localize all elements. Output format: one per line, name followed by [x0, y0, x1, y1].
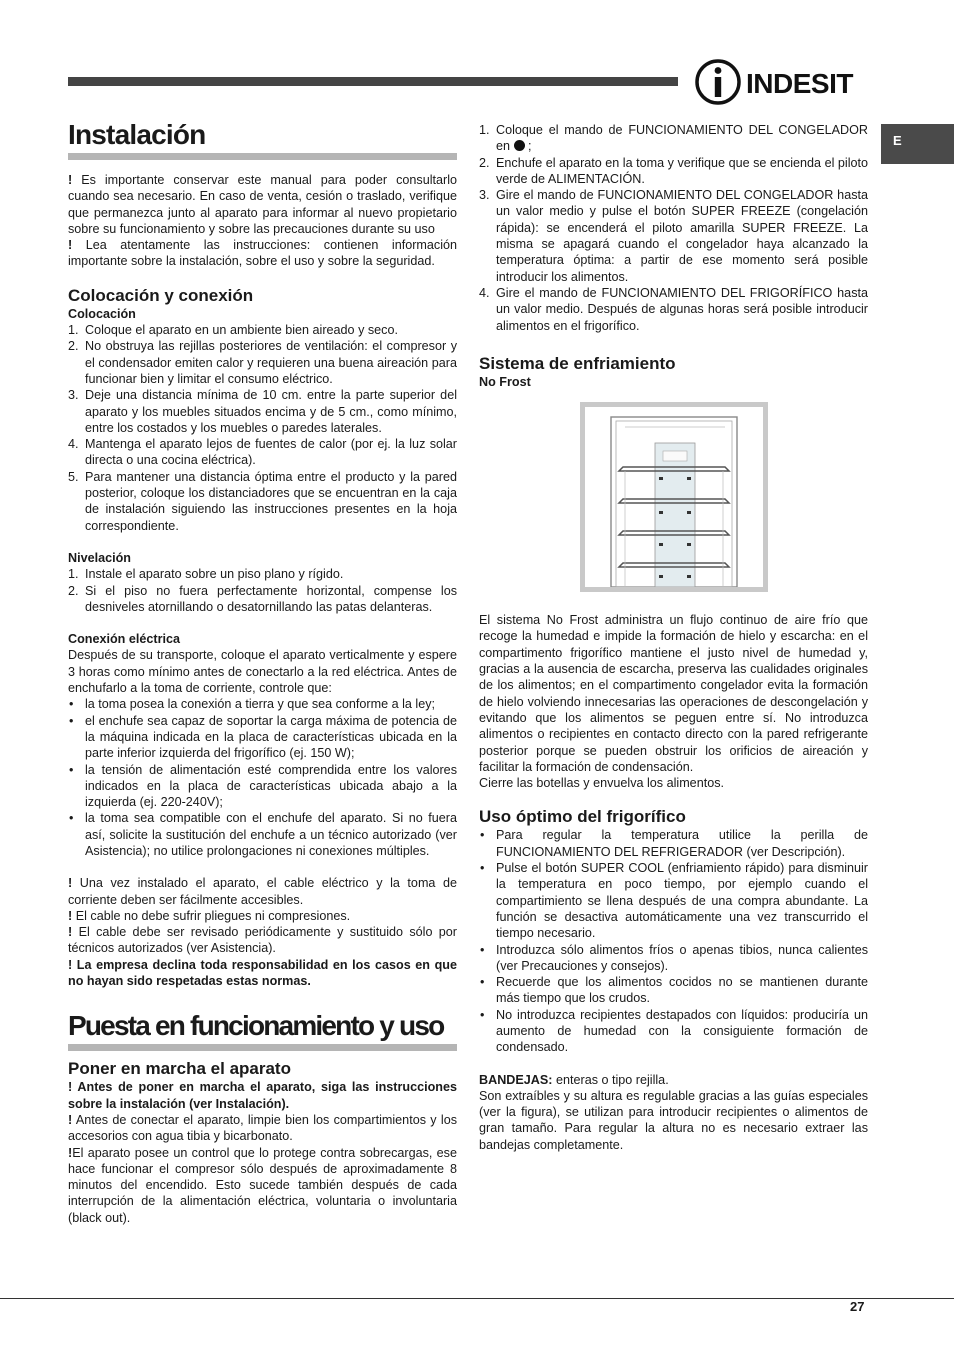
page-number: 27: [850, 1299, 865, 1314]
list-item: • Introduzca sólo alimentos fríos o apenas tibios, nunca calientes (ver Precauciones y consejos).: [479, 942, 868, 975]
bandejas-line: BANDEJAS: enteras o tipo rejilla.: [479, 1072, 669, 1087]
fridge-interior-illustration: [580, 402, 768, 592]
warning-paragraph: ! El cable debe ser revisado periódicamente y sustituido sólo por técnicos autorizados (ver Asistencia).: [68, 925, 458, 956]
nivelacion-list: [68, 566, 457, 615]
list-item: • la toma posea la conexión a tierra y que sea conforme a la ley;: [68, 696, 457, 712]
conexion-bullets: [68, 696, 457, 859]
list-item: • la tensión de alimentación esté comprendida entre los valores indicados en la placa de características ubicada abajo a la izquierda (ej. 220-240V);: [68, 762, 457, 811]
list-item: 2. Si el piso no fuera perfectamente horizontal, compense los desniveles atornillando o desatornillando las patas delanteras.: [68, 583, 457, 614]
freezer-dial-icon: [514, 140, 525, 151]
conexion-intro: Después de su transporte, coloque el aparato verticalmente y espere 3 horas como mínimo antes de conectarlo a la red eléctrica. Antes de enchufarlo a la toma de corriente, controle que:: [68, 648, 457, 696]
intro-paragraph-2: ! Lea atentamente las instrucciones: contienen información importante sobre la instalación, sobre el uso y sobre la seguridad.: [68, 238, 457, 269]
list-item: 2. No obstruya las rejillas posteriores de ventilación: el compresor y el condensador emiten calor y requieren una buena aireación para funcionar bien y limitar el consumo eléctrico.: [68, 339, 457, 386]
footer-rule: [0, 1298, 954, 1299]
list-item: 4. Gire el mando de FUNCIONAMIENTO DEL FRIGORÍFICO hasta un valor medio. Después de algunas horas será posible introducir alimentos en el frigorífico.: [479, 285, 868, 333]
heading-uso-optimo: Uso óptimo del frigorífico: [479, 807, 686, 827]
poner-paragraph: ! Antes de conectar el aparato, limpie bien los compartimientos y los accesorios con agua tibia y bicarbonato.: [68, 1112, 457, 1144]
list-item: • Recuerde que los alimentos cocidos no se mantienen durante más tiempo que los crudos.: [479, 974, 868, 1007]
list-item: 4. Mantenga el aparato lejos de fuentes de calor (por ej. la luz solar directa o una cocina eléctrica).: [68, 437, 457, 468]
uso-bullets: [479, 827, 868, 1055]
list-item: • No introduzca recipientes destapados con líquidos: produciría un aumento de humedad con la consiguiente formación de condensado.: [479, 1007, 868, 1056]
list-item: • el enchufe sea capaz de soportar la carga máxima de potencia de la máquina indicada en la placa de características ubicada en la parte inferior izquierda del frigorífico (ej. 150 W);: [68, 713, 457, 762]
intro-paragraph-1: ! Es importante conservar este manual para poder consultarlo cuando sea necesario. En caso de venta, cesión o traslado, verifique que permanezca junto al aparato para informar al nuevo propietario sobre su funcionamiento y sobre las precauciones durante su uso: [68, 173, 457, 236]
fridge-drawing: [585, 407, 763, 587]
bandejas-paragraph: Son extraíbles y su altura es regulable gracias a las guías especiales (ver la figura), se utilizan para introducir recipientes o alimentos de gran tamaño. Para regular la altura no es necesario extraer las bandejas completamente.: [479, 1088, 868, 1152]
start-list: [479, 122, 868, 334]
warning-paragraph: ! Una vez instalado el aparato, el cable eléctrico y la toma de corriente deben ser fácilmente accesibles.: [68, 876, 458, 907]
right-column: [479, 122, 868, 1153]
list-item: • Para regular la temperatura utilice la perilla de FUNCIONAMIENTO DEL REFRIGERADOR (ver Descripción).: [479, 827, 868, 860]
title-instalacion: Instalación: [68, 118, 457, 160]
list-item: • Pulse el botón SUPER COOL (enfriamiento rápido) para disminuir la temperatura en poco tiempo, por ejemplo cuando el compartimiento se llena después de una compra abundante. La función se desactiva automáticamente una vez transcurrido el tiempo necesario.: [479, 860, 868, 941]
heading-sistema-enfriamiento: Sistema de enfriamiento: [479, 353, 676, 373]
header-rule: [68, 77, 678, 86]
list-item: 1. Coloque el mando de FUNCIONAMIENTO DEL CONGELADOR en ;: [479, 123, 868, 154]
warning-paragraph: ! El cable no debe sufrir pliegues ni compresiones.: [68, 908, 351, 923]
poner-bold-note: ! Antes de poner en marcha el aparato, siga las instrucciones sobre la instalación (ver Instalación).: [68, 1080, 457, 1111]
poner-paragraph: !El aparato posee un control que lo protege contra sobrecargas, ese hace funcionar el compresor sólo después de aproximadamente 8 minutos del encendido. Esto sucede también después de cada interrupción de la alimentación eléctrica, voluntaria o involuntaria (black out).: [68, 1145, 457, 1225]
nofrost-paragraph: Cierre las botellas y envuelva los alimentos.: [479, 776, 724, 791]
subheading-no-frost: No Frost: [479, 374, 531, 389]
warning-bold: ! La empresa declina toda responsabilidad en los casos en que no hayan sido respetadas estas normas.: [68, 957, 457, 989]
list-item: • la toma sea compatible con el enchufe del aparato. Si no fuera así, solicite la sustitución del enchufe a un técnico autorizado (ver Asistencia); no utilice prolongaciones ni conexiones múltiples.: [68, 810, 457, 859]
heading-colocacion-conexion: Colocación y conexión: [68, 285, 254, 305]
subheading-nivelacion: Nivelación: [68, 550, 131, 565]
heading-poner-en-marcha: Poner en marcha el aparato: [68, 1059, 291, 1079]
list-item: 5. Para mantener una distancia óptima entre el producto y la pared posterior, coloque los distanciadores que se encuentran en la caja de instalación siguiendo las instrucciones presentes en la hoja correspondiente.: [68, 469, 457, 533]
list-item: 2. Enchufe el aparato en la toma y verifique que se encienda el piloto verde de ALIMENTACIÓN.: [479, 155, 868, 186]
title-puesta-en-funcionamiento: Puesta en funcionamiento y uso: [68, 1009, 457, 1051]
svg-text:INDESIT: INDESIT: [746, 68, 853, 99]
subheading-colocacion: Colocación: [68, 306, 136, 321]
list-item: 1. Instale el aparato sobre un piso plano y rígido.: [68, 567, 344, 582]
list-item: 3. Deje una distancia mínima de 10 cm. entre la parte superior del aparato y los muebles situados encima y de 5 cm., como mínimo, entre los costados y los muebles o paredes laterales.: [68, 388, 457, 435]
list-item: 1. Coloque el aparato en un ambiente bien aireado y seco.: [68, 323, 398, 338]
nofrost-paragraph: El sistema No Frost administra un flujo continuo de aire frío que recoge la humedad e impide la formación de hielo y escarcha: en el compartimento frigorífico mantiene el justo nivel de humedad y, gracias a la ausencia de escarcha, preserva las cualidades originales de los alimentos; en el compartimento congelador evita la formación de hielo volviendo innecesarias las operaciones de descongelación y evitando que los alimentos se peguen entre sí. No introduzca alimentos o recipientes en contacto directo con la pared refrigerante posterior porque se pueden obstruir los orificios de aireación y facilitar la formación de condensación.: [479, 613, 868, 774]
indesit-logo: [694, 58, 870, 106]
language-tab: E: [881, 124, 954, 164]
colocacion-list: [68, 322, 457, 534]
list-item: 3. Gire el mando de FUNCIONAMIENTO DEL CONGELADOR hasta un valor medio y pulse el botón SUPER FREEZE (congelación rápida): se encenderá el piloto amarilla SUPER FREEZE. La misma se apagará cuando el congelador haya alcanzado la temperatura óptima: a partir de ese momento será posible introducir los alimentos.: [479, 188, 868, 284]
subheading-conexion-electrica: Conexión eléctrica: [68, 632, 180, 647]
left-column: [68, 118, 457, 1226]
